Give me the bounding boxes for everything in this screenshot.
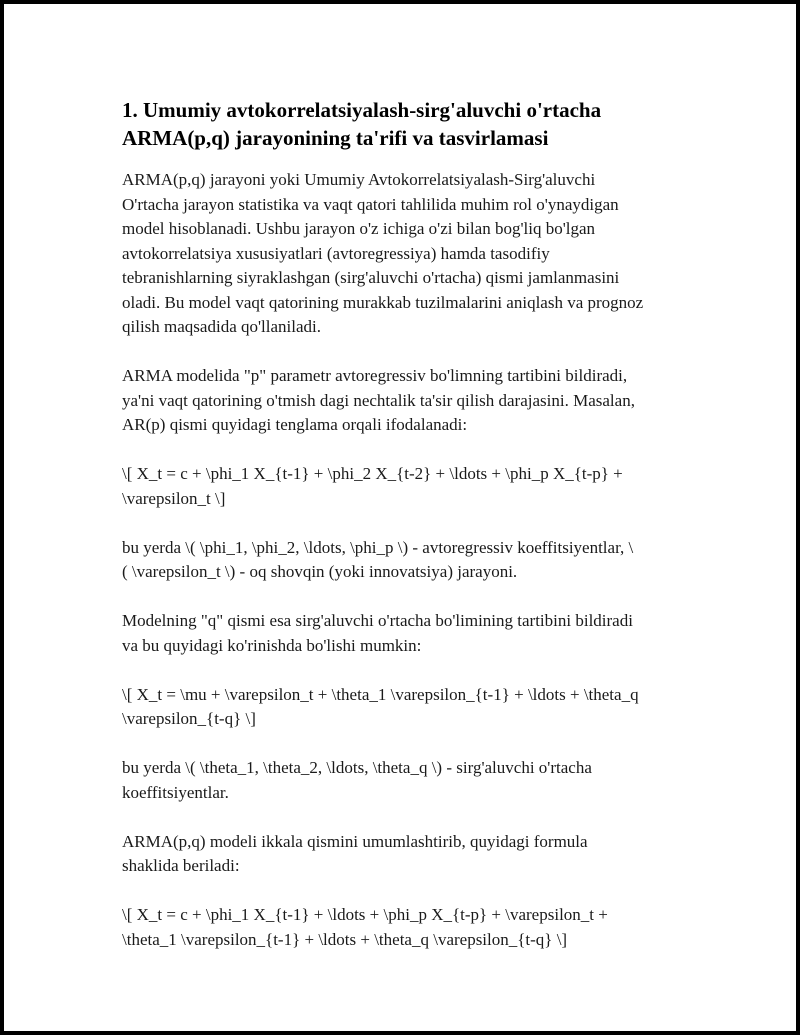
ar-description-paragraph: ARMA modelida "p" parametr avtoregressiv bo'limning tartibini bildiradi, ya'ni vaqt qatorining o'tmish dagi nechtalik ta'sir qilish darajasini. Masalan, AR(p) qismi quyidagi tenglama orqali ifodalanadi:: [122, 366, 635, 434]
paragraph-spacer: [122, 511, 712, 536]
section-heading: 1. Umumiy avtokorrelatsiyalash-sirg'aluvchi o'rtacha ARMA(p,q) jarayonining ta'rifi va tasvirlamasi: [122, 98, 602, 150]
ma-equation: \[ X_t = \mu + \varepsilon_t + \theta_1 \varepsilon_{t-1} + \ldots + \theta_q \varepsilon_{t-q} \]: [122, 684, 639, 728]
paragraph-spacer: [122, 658, 712, 683]
paragraph-spacer: [122, 340, 712, 365]
ar-coefficients-paragraph: bu yerda \( \phi_1, \phi_2, \ldots, \phi_p \) - avtoregressiv koeffitsiyentlar, \ ( \varepsilon_t \) - oq shovqin (yoki innovatsiya) jarayoni.: [122, 537, 634, 581]
ma-coefficients-paragraph: bu yerda \( \theta_1, \theta_2, \ldots, \theta_q \) - sirg'aluvchi o'rtacha koeffitsiyentlar.: [122, 758, 592, 802]
paragraph-spacer: [122, 879, 712, 904]
paragraph-spacer: [122, 585, 712, 610]
intro-paragraph: ARMA(p,q) jarayoni yoki Umumiy Avtokorrelatsiyalash-Sirg'aluvchi O'rtacha jarayon statistika va vaqt qatori tahlilida muhim rol o'ynaydigan model hisoblanadi. Ushbu jarayon o'z ichiga o'zi bilan bog'liq bo'lgan avtokorrelatsiya xususiyatlari (avtoregressiya) hamda tasodifiy tebranishlarning siyraklashgan (sirg'aluvchi o'rtacha) qismi jamlanmasini oladi. Bu model vaqt qatorining murakkab tuzilmalarini aniqlash va prognoz qilish maqsadida qo'llaniladi.: [122, 170, 644, 336]
paragraph-spacer: [122, 732, 712, 757]
document-body: [122, 96, 712, 952]
paragraph-spacer: [122, 438, 712, 463]
ma-description-paragraph: Modelning "q" qismi esa sirg'aluvchi o'rtacha bo'limining tartibini bildiradi va bu quyidagi ko'rinishda bo'lishi mumkin:: [122, 611, 633, 655]
arma-description-paragraph: ARMA(p,q) modeli ikkala qismini umumlashtirib, quyidagi formula shaklida beriladi:: [122, 831, 588, 875]
arma-equation: \[ X_t = c + \phi_1 X_{t-1} + \ldots + \phi_p X_{t-p} + \varepsilon_t + \theta_1 \varepsilon_{t-1} + \ldots + \theta_q \varepsilon_{t-q} \]: [122, 905, 608, 949]
paragraph-spacer: [122, 805, 712, 830]
ar-equation: \[ X_t = c + \phi_1 X_{t-1} + \phi_2 X_{t-2} + \ldots + \phi_p X_{t-p} + \varepsilon_t \]: [122, 464, 623, 508]
